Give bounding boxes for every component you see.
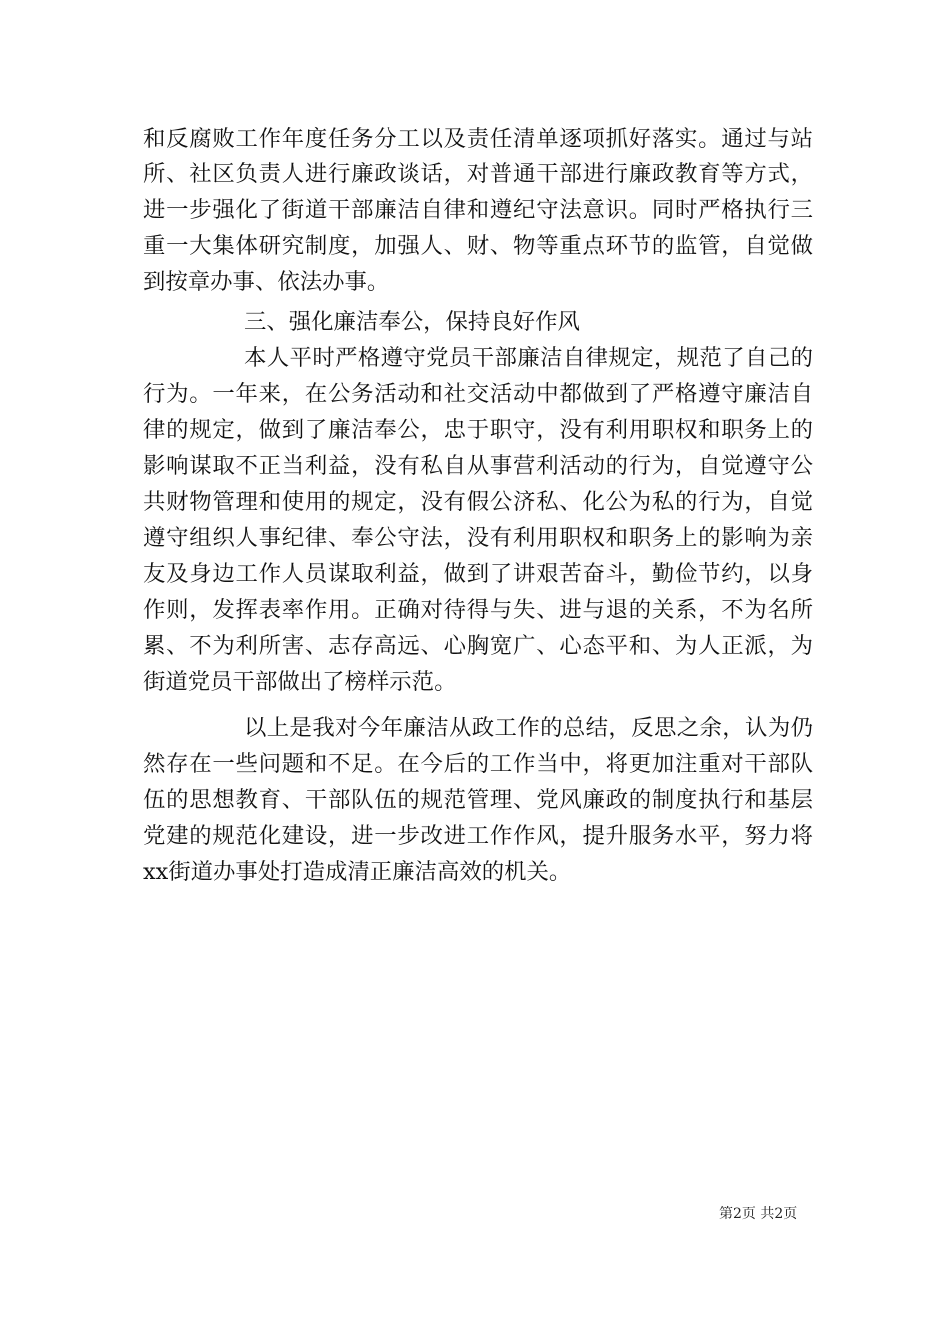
paragraph-line: 累、不为利所害、志存高远、心胸宽广、心态平和、为人正派，为 bbox=[143, 633, 813, 659]
paragraph-line: 所、社区负责人进行廉政谈话，对普通干部进行廉政教育等方式， bbox=[143, 161, 813, 187]
paragraph-line: 律的规定，做到了廉洁奉公，忠于职守，没有利用职权和职务上的 bbox=[143, 417, 813, 443]
paragraph-line: 作则，发挥表率作用。正确对待得与失、进与退的关系，不为名所 bbox=[143, 597, 813, 623]
paragraph-line: 街道党员干部做出了榜样示范。 bbox=[143, 669, 457, 695]
paragraph-line: 重一大集体研究制度，加强人、财、物等重点环节的监管，自觉做 bbox=[143, 233, 813, 259]
page-number-footer: 第2页 共2页 bbox=[719, 1206, 798, 1222]
paragraph-line: 以上是我对今年廉洁从政工作的总结，反思之余，认为仍 bbox=[244, 715, 813, 741]
paragraph-line: 友及身边工作人员谋取利益，做到了讲艰苦奋斗，勤俭节约，以身 bbox=[143, 561, 813, 587]
paragraph-line: 党建的规范化建设，进一步改进工作作风，提升服务水平，努力将 bbox=[143, 823, 813, 849]
paragraph-line: 本人平时严格遵守党员干部廉洁自律规定，规范了自己的 bbox=[244, 345, 813, 371]
paragraph-line: 到按章办事、依法办事。 bbox=[143, 269, 390, 295]
paragraph-line: 影响谋取不正当利益，没有私自从事营利活动的行为，自觉遵守公 bbox=[143, 453, 813, 479]
section-heading: 三、强化廉洁奉公，保持良好作风 bbox=[244, 309, 580, 335]
paragraph-line: 遵守组织人事纪律、奉公守法，没有利用职权和职务上的影响为亲 bbox=[143, 525, 813, 551]
paragraph-line: 行为。一年来，在公务活动和社交活动中都做到了严格遵守廉洁自 bbox=[143, 381, 813, 407]
paragraph-line: 共财物管理和使用的规定，没有假公济私、化公为私的行为，自觉 bbox=[143, 489, 813, 515]
paragraph-line: 然存在一些问题和不足。在今后的工作当中，将更加注重对干部队 bbox=[143, 751, 813, 777]
paragraph-line: 进一步强化了街道干部廉洁自律和遵纪守法意识。同时严格执行三 bbox=[143, 197, 813, 223]
paragraph-line: 和反腐败工作年度任务分工以及责任清单逐项抓好落实。通过与站 bbox=[143, 126, 813, 152]
paragraph-line: 伍的思想教育、干部队伍的规范管理、党风廉政的制度执行和基层 bbox=[143, 787, 813, 813]
paragraph-line: xx街道办事处打造成清正廉洁高效的机关。 bbox=[143, 859, 572, 885]
